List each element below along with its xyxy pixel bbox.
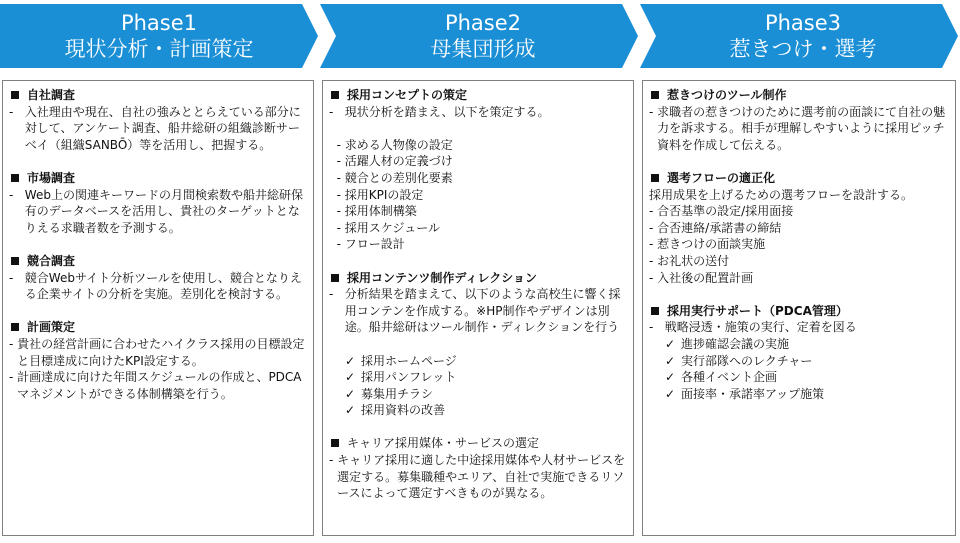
- list-item: - 入社後の配置計画: [649, 270, 754, 285]
- section-header: キャリア採用媒体・サービスの選定: [329, 435, 627, 452]
- list-item: - 競合Webサイト分析ツールを使用し、競合となりえる企業サイトの分析を実施。差別化を検討する。: [9, 270, 302, 302]
- list-item: - 採用KPIの設定: [329, 187, 424, 202]
- phase2-name: Phase2: [444, 11, 522, 35]
- square-bullet-icon: [11, 91, 19, 99]
- check-icon: ✓: [664, 386, 675, 401]
- square-bullet-icon: [651, 174, 659, 182]
- square-bullet-icon: [11, 257, 19, 265]
- list-item: - 合否基準の設定/採用面接: [649, 204, 794, 219]
- phase3-title: 惹きつけ・選考: [729, 37, 877, 61]
- phase3-arrow: [640, 4, 958, 68]
- check-icon: ✓: [344, 386, 355, 401]
- square-bullet-icon: [331, 91, 339, 99]
- list-item: - 現状分析を踏まえ、以下を策定する。: [329, 104, 550, 119]
- square-bullet-icon: [11, 323, 19, 331]
- list-item: - 計画達成に向けた年間スケジュールの作成と、PDCAマネジメントができる体制構築を行う。: [9, 370, 302, 401]
- list-item: - フロー設計: [329, 237, 405, 252]
- phase3-name: Phase3: [764, 11, 842, 35]
- phase1-panel: [2, 80, 314, 536]
- check-icon: ✓: [344, 370, 355, 385]
- phase2-arrow: [320, 4, 638, 68]
- list-item: - 貴社の経営計画に合わせたハイクラス採用の目標設定と目標達成に向けたKPI設定する。: [9, 336, 305, 368]
- square-bullet-icon: [651, 91, 659, 99]
- list-item: 採用成果を上げるための選考フローを設計する。: [649, 187, 914, 202]
- list-item: - 戦略浸透・施策の実行、定着を図る: [649, 320, 857, 335]
- check-item: ✓ 面接率・承諾率アップ施策: [649, 386, 949, 403]
- list-item: - 活躍人材の定義づけ: [329, 154, 453, 169]
- phase2-title: 母集団形成: [430, 37, 536, 61]
- list-item: - 求職者の惹きつけのために選考前の面談にて自社の魅力を訴求する。相手が理解しやすいように採用ピッチ資料を作成して伝える。: [649, 104, 946, 152]
- check-item: ✓ 採用ホームページ: [329, 353, 627, 370]
- square-bullet-icon: [651, 307, 659, 315]
- square-bullet-icon: [11, 174, 19, 182]
- list-item: - 採用スケジュール: [329, 220, 441, 235]
- list-item: - 惹きつけの面談実施: [649, 237, 766, 252]
- list-item: - 入社理由や現在、自社の強みととらえている部分に対して、アンケート調査、船井総研の組織診断サーベイ（組織SANBŌ）等を活用し、把握する。: [9, 104, 301, 152]
- list-item: - 求める人物像の設定: [329, 137, 453, 152]
- check-icon: ✓: [664, 353, 675, 368]
- section-header: 市場調査: [9, 170, 307, 187]
- check-item: ✓ 進捗確認会議の実施: [649, 336, 949, 353]
- section-header: 採用コンテンツ制作ディレクション: [329, 270, 627, 287]
- phase1-arrow: [0, 4, 318, 68]
- phase3-panel: [642, 80, 956, 536]
- section-header: 競合調査: [9, 253, 307, 270]
- check-item: ✓ 募集用チラシ: [329, 386, 627, 403]
- list-item: - 採用体制構築: [329, 204, 417, 219]
- section-header: 選考フローの適正化: [649, 170, 949, 187]
- section-header: 自社調査: [9, 87, 307, 104]
- list-item: - キャリア採用に適した中途採用媒体や人材サービスを選定する。募集職種やエリア、自社で実施できるリソースによって選定すべきものが異なる。: [329, 453, 626, 501]
- check-item: ✓ 各種イベント企画: [649, 369, 949, 386]
- section-header: 惹きつけのツール制作: [649, 87, 949, 104]
- square-bullet-icon: [331, 439, 339, 447]
- check-icon: ✓: [344, 403, 355, 418]
- list-item: - Web上の関連キーワードの月間検索数や船井総研保有のデータベースを活用し、貴社のターゲットとなりえる求職者数を予測する。: [9, 187, 303, 235]
- phase1-name: Phase1: [120, 11, 198, 35]
- square-bullet-icon: [331, 274, 339, 282]
- check-icon: ✓: [664, 370, 675, 385]
- list-item: - 分析結果を踏まえて、以下のような高校生に響く採用コンテンを作成する。※HP制作やデザインは別途。船井総研はツール制作・ディレクションを行う: [329, 287, 621, 335]
- phase2-panel: [322, 80, 634, 536]
- check-item: ✓ 採用資料の改善: [329, 402, 627, 419]
- list-item: - 合否連絡/承諾書の締結: [649, 220, 782, 235]
- check-item: ✓ 採用パンフレット: [329, 369, 627, 386]
- check-icon: ✓: [664, 336, 675, 351]
- phase1-title: 現状分析・計画策定: [64, 37, 254, 61]
- section-header: 計画策定: [9, 319, 307, 336]
- section-header: 採用実行サポート（PDCA管理）: [649, 303, 949, 320]
- check-item: ✓ 実行部隊へのレクチャー: [649, 353, 949, 370]
- list-item: - お礼状の送付: [649, 253, 730, 268]
- list-item: - 競合との差別化要素: [329, 170, 453, 185]
- check-icon: ✓: [344, 353, 355, 368]
- section-header: 採用コンセプトの策定: [329, 87, 627, 104]
